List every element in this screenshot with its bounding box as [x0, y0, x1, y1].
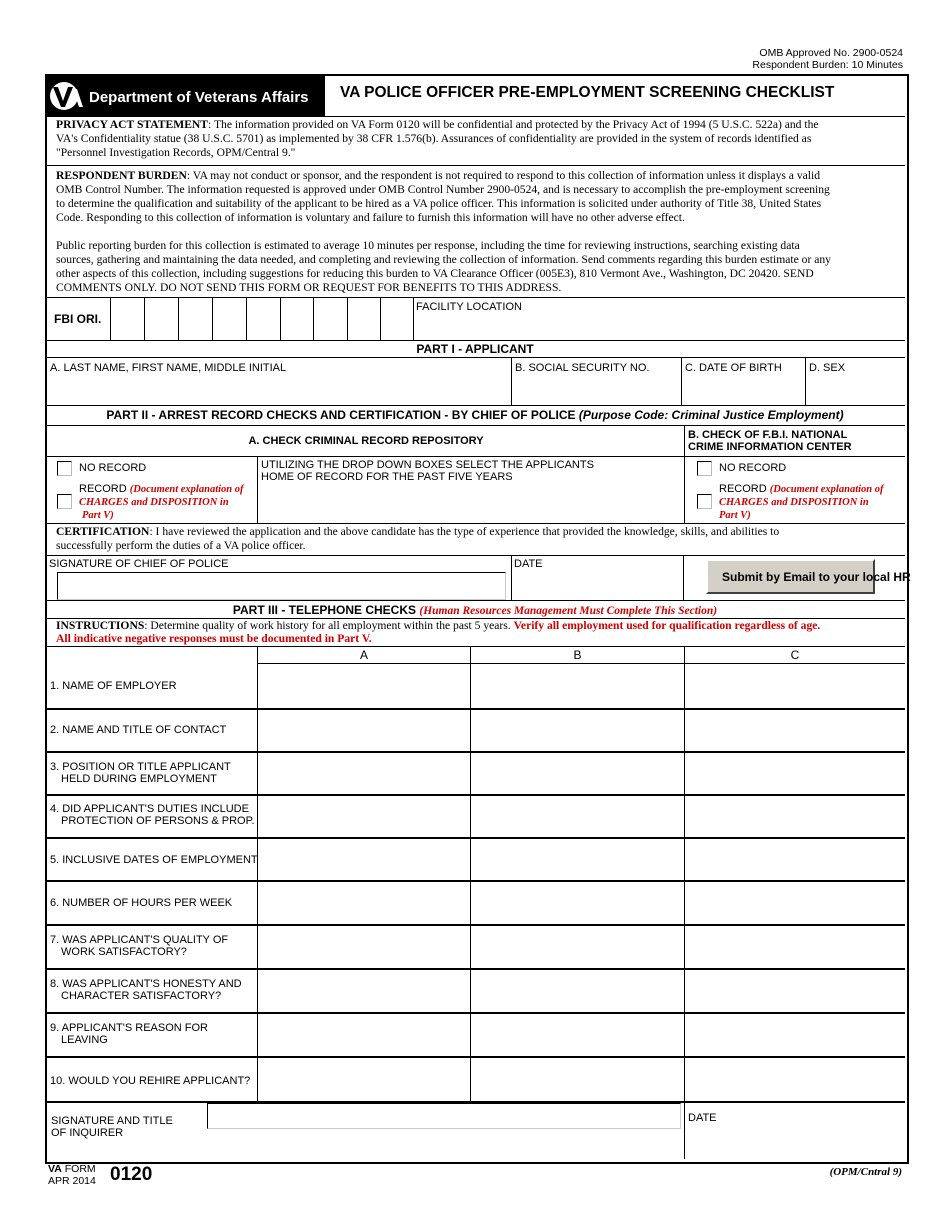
respondent-text-2: OMB Control Number. The information requested is approved under OMB Control Number 2900-0524, and is necessary to accomplish the pre-employment screening [56, 183, 830, 196]
privacy-heading: PRIVACY ACT STATEMENT [56, 118, 209, 131]
dropdown-instruction-2: HOME OF RECORD FOR THE PAST FIVE YEARS [261, 471, 513, 483]
record-b-label: RECORD [719, 483, 767, 495]
ssn-label: B. SOCIAL SECURITY NO. [515, 362, 650, 374]
record-b-note-3: Part V) [719, 510, 751, 521]
inquirer-signature-label-1: SIGNATURE AND TITLE [51, 1115, 173, 1127]
part2-title: PART II - ARREST RECORD CHECKS AND CERTIFICATION - BY CHIEF OF POLICE [106, 408, 576, 422]
row-label-3: 3. POSITION OR TITLE APPLICANT HELD DURING EMPLOYMENT [50, 761, 231, 785]
record-a-label: RECORD [79, 483, 127, 495]
inquirer-date-label: DATE [688, 1112, 717, 1124]
inquirer-date-field[interactable] [686, 1126, 904, 1158]
fbi-ori-box-9[interactable] [381, 298, 413, 340]
part3-note: (Human Resources Management Must Complete This Section) [419, 605, 718, 617]
fbi-ori-box-2[interactable] [145, 298, 178, 340]
instructions-red-1: Verify all employment used for qualification regardless of age. [513, 619, 821, 632]
respondent-heading: RESPONDENT BURDEN [56, 169, 187, 182]
agency-name: Department of Veterans Affairs [89, 89, 309, 106]
form-title: VA POLICE OFFICER PRE-EMPLOYMENT SCREENING CHECKLIST [340, 84, 835, 101]
submit-email-button[interactable] [706, 559, 911, 594]
chief-date-label: DATE [514, 558, 543, 570]
row-label-2: 2. NAME AND TITLE OF CONTACT [50, 724, 227, 736]
row-label-9: 9. APPLICANT'S REASON FOR LEAVING [50, 1022, 208, 1046]
record-b-checkbox[interactable] [697, 494, 712, 509]
agency-logo [47, 76, 324, 116]
row-label-7: 7. WAS APPLICANT'S QUALITY OF WORK SATISFACTORY? [50, 934, 229, 958]
va-seal-icon [49, 81, 85, 111]
record-a-note-1: (Document explanation of [129, 484, 244, 495]
column-a-header: A [359, 648, 368, 662]
public-burden-2: sources, gathering and maintaining the data needed, and completing and reviewing the collection of information. Send comments regarding this burden estimate or any [56, 253, 831, 266]
employer-cell-c[interactable] [685, 664, 905, 708]
check-b-heading-1: B. CHECK OF F.B.I. NATIONAL [688, 429, 848, 441]
record-a-checkbox[interactable] [57, 494, 72, 509]
public-burden-3: other aspects of this collection, including suggestions for reducing this burden to VA Clearance Officer (005E3), 810 Vermont Ave., Washington, DC 20420. SEND [56, 267, 814, 280]
part1-title: PART I - APPLICANT [416, 342, 534, 356]
dropdown-instruction-1: UTILIZING THE DROP DOWN BOXES SELECT THE APPLICANTS [261, 459, 594, 471]
footer-date: APR 2014 [48, 1175, 96, 1187]
fbi-ori-box-5[interactable] [247, 298, 280, 340]
facility-location-field[interactable] [414, 314, 904, 340]
no-record-a-label: NO RECORD [79, 462, 147, 474]
fbi-ori-box-7[interactable] [314, 298, 347, 340]
part3-title: PART III - TELEPHONE CHECKS [232, 603, 417, 617]
sex-field[interactable] [806, 375, 904, 405]
chief-date-field[interactable] [512, 572, 682, 600]
cert-heading: CERTIFICATION [56, 525, 150, 538]
fbi-ori-box-1[interactable] [111, 298, 144, 340]
ssn-field[interactable] [512, 375, 681, 405]
dob-field[interactable] [682, 375, 805, 405]
public-burden-4: COMMENTS ONLY. DO NOT SEND THIS FORM OR REQUEST FOR BENEFITS TO THIS ADDRESS. [56, 281, 562, 294]
footer-form-word: FORM [64, 1163, 96, 1175]
row-label-6: 6. NUMBER OF HOURS PER WEEK [50, 897, 233, 909]
sex-label: D. SEX [809, 362, 846, 374]
employer-cell-b[interactable] [471, 664, 684, 708]
cert-text-1: : I have reviewed the application and the above candidate has the type of experience that provided the knowledge, skills, and abilities to [149, 525, 780, 538]
record-b-note-2: CHARGES and DISPOSITION in [719, 497, 869, 508]
no-record-b-checkbox[interactable] [697, 461, 712, 476]
column-b-header: B [573, 648, 582, 662]
footer-va: VA [48, 1163, 62, 1175]
response-cells[interactable] [258, 710, 905, 1101]
part2-purpose: (Purpose Code: Criminal Justice Employment) [578, 408, 844, 422]
row-label-8: 8. WAS APPLICANT'S HONESTY AND CHARACTER SATISFACTORY? [50, 978, 242, 1002]
check-a-heading: A. CHECK CRIMINAL RECORD REPOSITORY [248, 435, 484, 447]
no-record-a-checkbox[interactable] [57, 461, 72, 476]
row-label-5: 5. INCLUSIVE DATES OF EMPLOYMENT [50, 854, 258, 866]
instructions-heading: INSTRUCTIONS [56, 619, 145, 632]
record-a-note-2: CHARGES and DISPOSITION in [79, 497, 229, 508]
privacy-text-3: "Personnel Investigation Records, OPM/Central 9." [56, 146, 296, 159]
public-burden-1: Public reporting burden for this collection is estimated to average 10 minutes per response, including the time for reviewing instructions, searching existing data [56, 239, 800, 252]
instructions-red-2: All indicative negative responses must be documented in Part V. [56, 632, 372, 645]
footer-form-number: 0120 [110, 1164, 153, 1185]
fbi-ori-box-6[interactable] [281, 298, 314, 340]
record-b-note-1: (Document explanation of [769, 484, 884, 495]
no-record-b-label: NO RECORD [719, 462, 787, 474]
inquirer-signature-label-2: OF INQUIRER [51, 1127, 124, 1139]
omb-approved: OMB Approved No. 2900-0524 [759, 47, 903, 59]
applicant-name-field[interactable] [48, 375, 511, 405]
fbi-ori-box-4[interactable] [213, 298, 246, 340]
respondent-burden-time: Respondent Burden: 10 Minutes [752, 59, 903, 71]
chief-signature-label: SIGNATURE OF CHIEF OF POLICE [49, 558, 229, 570]
column-c-header: C [790, 648, 800, 662]
row-label-1: 1. NAME OF EMPLOYER [50, 680, 177, 692]
privacy-text-1: : The information provided on VA Form 0120 will be confidential and protected by the Privacy Act of 1994 (5 U.S.C. 522a) and the [208, 118, 819, 131]
home-of-record-dropdowns[interactable] [258, 485, 684, 523]
respondent-text-3: to determine the qualification and suitability of the applicant to be hired as a VA police officer. This information is solicited under authority of Title 38, United States [56, 197, 822, 210]
fbi-ori-box-8[interactable] [348, 298, 380, 340]
row-label-10: 10. WOULD YOU REHIRE APPLICANT? [50, 1075, 251, 1087]
instructions-text: : Determine quality of work history for all employment within the past 5 years. [144, 619, 511, 632]
record-a-note-3: Part V) [82, 510, 114, 521]
footer-opm: (OPM/Cntral 9) [829, 1166, 902, 1178]
check-b-heading-2: CRIME INFORMATION CENTER [688, 441, 852, 453]
dob-label: C. DATE OF BIRTH [685, 362, 782, 374]
row-label-4: 4. DID APPLICANT'S DUTIES INCLUDE PROTECTION OF PERSONS & PROP. [50, 803, 255, 827]
applicant-name-label: A. LAST NAME, FIRST NAME, MIDDLE INITIAL [50, 362, 287, 374]
chief-signature-field[interactable] [57, 572, 506, 600]
respondent-text-1: : VA may not conduct or sponsor, and the respondent is not required to respond to this collection of information unless it displays a valid [186, 169, 821, 182]
privacy-text-2: VA's Confidentiality statue (38 U.S.C. 5701) as implemented by 38 CFR 1.576(b). Assurances of confidentiality are provided in the system of records identified as [56, 132, 812, 145]
inquirer-signature-field[interactable] [207, 1103, 681, 1129]
fbi-ori-label: FBI ORI. [54, 312, 102, 326]
cert-text-2: successfully perform the duties of a VA police officer. [56, 539, 306, 552]
fbi-ori-box-3[interactable] [179, 298, 212, 340]
submit-email-label: Submit by Email to your local HR [722, 570, 911, 584]
employer-cell-a[interactable] [258, 664, 470, 708]
respondent-text-4: Code. Responding to this collection of information is voluntary and failure to furnish this information will have no other adverse effect. [56, 211, 685, 224]
facility-location-label: FACILITY LOCATION [416, 301, 522, 313]
